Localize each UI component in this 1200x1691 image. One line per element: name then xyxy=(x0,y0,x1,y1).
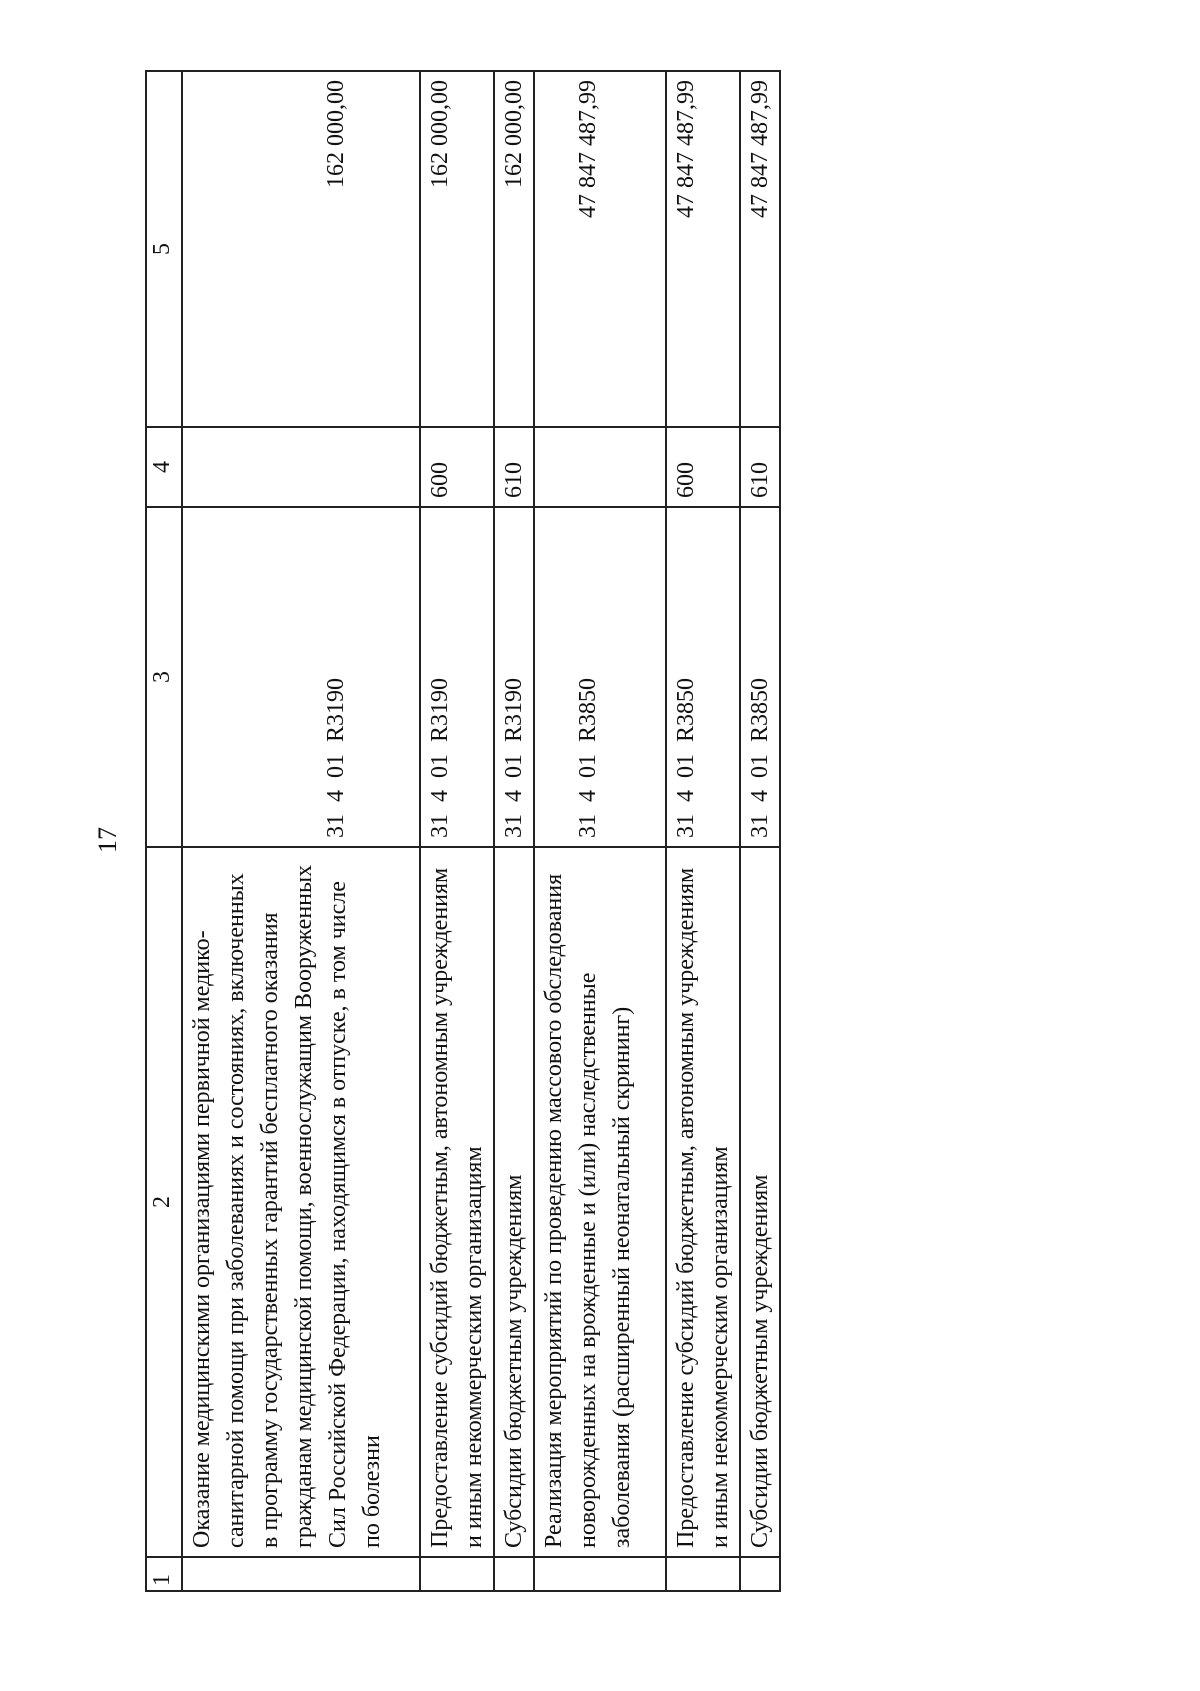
header-col-2: 2 xyxy=(146,847,182,1557)
row-name-cell: Оказание медицинскими организациями первичной медико-санитарной помощи при заболеваниях и состояниях, включенных в программу государственных гарантий бесплатного оказания гражданам медицинской помощи, военнослужащим Вооруженных Сил Российской Федерации, находящимся в отпуске, в том числе по болезни xyxy=(182,847,420,1557)
row-expense-type-cell: 600 xyxy=(420,427,494,507)
row-amount-cell: 47 847 487,99 xyxy=(666,71,740,427)
row-amount-cell: 162 000,00 xyxy=(494,71,534,427)
row-name-cell: Субсидии бюджетным учреждениям xyxy=(494,847,534,1557)
row-index-cell xyxy=(182,1557,420,1591)
row-name-cell: Предоставление субсидий бюджетным, автономным учреждениям и иным некоммерческим организациям xyxy=(420,847,494,1557)
row-expense-type-cell xyxy=(534,427,666,507)
table-header-row xyxy=(146,71,182,1591)
table-row xyxy=(494,71,534,1591)
row-index-cell xyxy=(740,1557,780,1591)
row-expense-type-cell: 610 xyxy=(740,427,780,507)
row-index-cell xyxy=(420,1557,494,1591)
row-code-cell: 31 4 01 R3850 xyxy=(666,507,740,847)
row-amount-cell: 47 847 487,99 xyxy=(740,71,780,427)
row-code-cell: 31 4 01 R3190 xyxy=(494,507,534,847)
row-code-cell: 31 4 01 R3190 xyxy=(420,507,494,847)
row-index-cell xyxy=(534,1557,666,1591)
header-col-4: 4 xyxy=(146,427,182,507)
header-col-1: 1 xyxy=(146,1557,182,1591)
row-code-cell: 31 4 01 R3850 xyxy=(740,507,780,847)
header-col-5: 5 xyxy=(146,71,182,427)
row-amount-cell: 162 000,00 xyxy=(420,71,494,427)
table-row xyxy=(666,71,740,1591)
row-index-cell xyxy=(666,1557,740,1591)
row-amount-cell: 47 847 487,99 xyxy=(534,71,666,427)
rotated-table-container xyxy=(145,72,775,1592)
header-col-3: 3 xyxy=(146,507,182,847)
row-code-cell: 31 4 01 R3850 xyxy=(534,507,666,847)
row-name-cell: Предоставление субсидий бюджетным, автономным учреждениям и иным некоммерческим организациям xyxy=(666,847,740,1557)
budget-table xyxy=(145,70,781,1592)
table-row xyxy=(740,71,780,1591)
row-expense-type-cell xyxy=(182,427,420,507)
row-expense-type-cell: 600 xyxy=(666,427,740,507)
row-expense-type-cell: 610 xyxy=(494,427,534,507)
row-name-cell: Реализация мероприятий по проведению массового обследования новорожденных на врожденные и (или) наследственные заболевания (расширенный неонатальный скрининг) xyxy=(534,847,666,1557)
row-code-cell: 31 4 01 R3190 xyxy=(182,507,420,847)
table-row xyxy=(420,71,494,1591)
table-row xyxy=(182,71,420,1591)
page-number: 17 xyxy=(93,827,122,853)
row-amount-cell: 162 000,00 xyxy=(182,71,420,427)
row-name-cell: Субсидии бюджетным учреждениям xyxy=(740,847,780,1557)
row-index-cell xyxy=(494,1557,534,1591)
table-row xyxy=(534,71,666,1591)
table-frame xyxy=(145,72,775,1592)
